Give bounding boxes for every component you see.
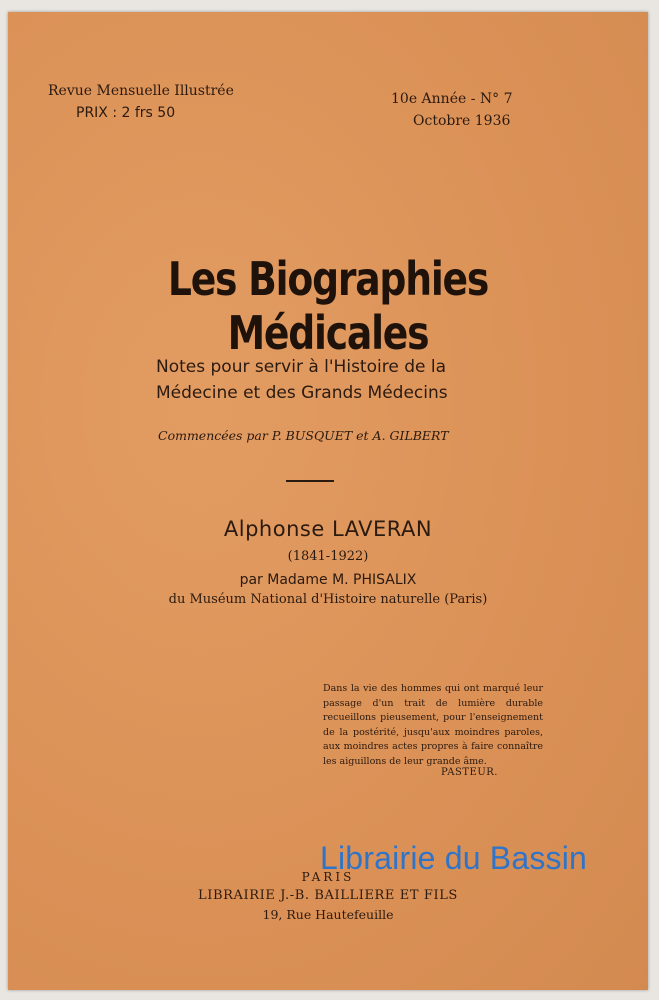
book-cover <box>8 12 648 990</box>
byline: par Madame M. PHISALIX <box>239 572 417 588</box>
price: PRIX : 2 frs 50 <box>76 105 176 121</box>
subtitle-line-1: Notes pour servir à l'Histoire de la <box>156 357 446 377</box>
page-title: Les Biographies Médicales <box>167 252 489 360</box>
issue-date: Octobre 1936 <box>413 113 511 129</box>
subject-name: Alphonse LAVERAN <box>223 517 433 541</box>
publisher-address: 19, Rue Hautefeuille <box>262 907 394 922</box>
subtitle <box>156 354 448 406</box>
issue-number: 10e Année - N° 7 <box>391 91 513 107</box>
epigraph-author: PASTEUR. <box>441 767 498 778</box>
publisher-block <box>8 870 648 922</box>
subtitle-line-2: Médecine et des Grands Médecins <box>156 383 448 403</box>
subject-block <box>8 517 648 607</box>
epigraph: Dans la vie des hommes qui ont marqué leur passage d'un trait de lumière durable recueillons pieusement, pour l'enseignement de la postérité, jusqu'aux moindres paroles, aux moindres actes propres à faire connaître les aiguillons de leur grande âme. <box>323 683 543 767</box>
header-right <box>391 88 513 132</box>
divider <box>286 480 334 482</box>
publisher-city: PARIS <box>301 870 355 884</box>
review-type: Revue Mensuelle Illustrée <box>48 83 234 99</box>
subject-years: (1841-1922) <box>287 549 369 564</box>
commenced-by: Commencées par P. BUSQUET et A. GILBERT <box>158 428 449 443</box>
header-left <box>48 80 234 124</box>
publisher-name: LIBRAIRIE J.-B. BAILLIERE ET FILS <box>198 888 458 903</box>
affiliation: du Muséum National d'Histoire naturelle (Paris) <box>168 592 488 607</box>
watermark: Librairie du Bassin <box>320 840 588 876</box>
